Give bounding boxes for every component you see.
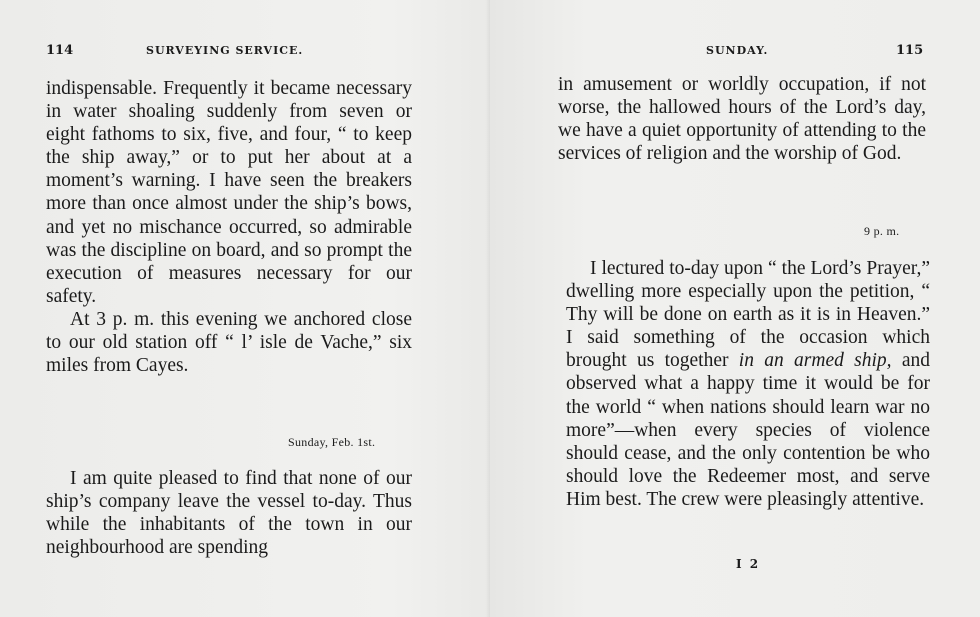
page-number-left: 114 (46, 43, 74, 58)
left-paragraph-1: indispensable. Frequently it became necessary in water shoaling suddenly from seven or eight fathoms to six, five, and four, “ to keep the ship away,” or to put her about at a moment’s warning. I have seen the breakers more than once almost under the ship’s bows, and yet no mischance occurred, so admirable was the discipline on board, and so prompt the execution of measures necessary for our safety. (46, 78, 412, 307)
right-paragraph-2-start: I lectured to-day upon “ the Lord’s Prayer,” dwelling more especially upon the petition, “ Thy will be done on earth as it is in Heaven.” I said something of the occasion which brought us together (566, 258, 930, 372)
right-paragraph-2-end: and observed what a happy time it would be for the world “ when nations should learn war no more”—when every species of violence should cease, and the only contention be who should love the Redeemer most, and serve Him best. The crew were pleasingly attentive. (566, 350, 930, 510)
right-page (490, 0, 980, 617)
left-paragraph-3: I am quite pleased to find that none of our ship’s company leave the vessel to-day. Thus while the inhabitants of the town in our neighbourhood are spending (46, 468, 412, 559)
page-number-right: 115 (896, 43, 924, 58)
right-paragraph-1: in amusement or worldly occupation, if not worse, the hallowed hours of the Lord’s day, we have a quiet opportunity of attending to the services of religion and the worship of God. (558, 74, 926, 165)
right-body-text-2 (566, 257, 930, 511)
signature-mark: I 2 (736, 557, 761, 571)
running-head-left: SURVEYING SERVICE. (146, 44, 304, 57)
left-body-text (46, 77, 412, 377)
left-paragraph-2: At 3 p. m. this evening we anchored close to our old station off “ l’ isle de Vache,” six miles from Cayes. (46, 308, 412, 377)
dateline-9pm: 9 p. m. (864, 224, 900, 238)
dateline-sunday: Sunday, Feb. 1st. (288, 435, 376, 449)
left-body-text-2 (46, 467, 412, 559)
right-body-text (558, 73, 926, 165)
italic-phrase: in an armed ship, (738, 350, 892, 372)
right-paragraph-2 (566, 257, 930, 511)
running-head-right: SUNDAY. (706, 44, 769, 57)
